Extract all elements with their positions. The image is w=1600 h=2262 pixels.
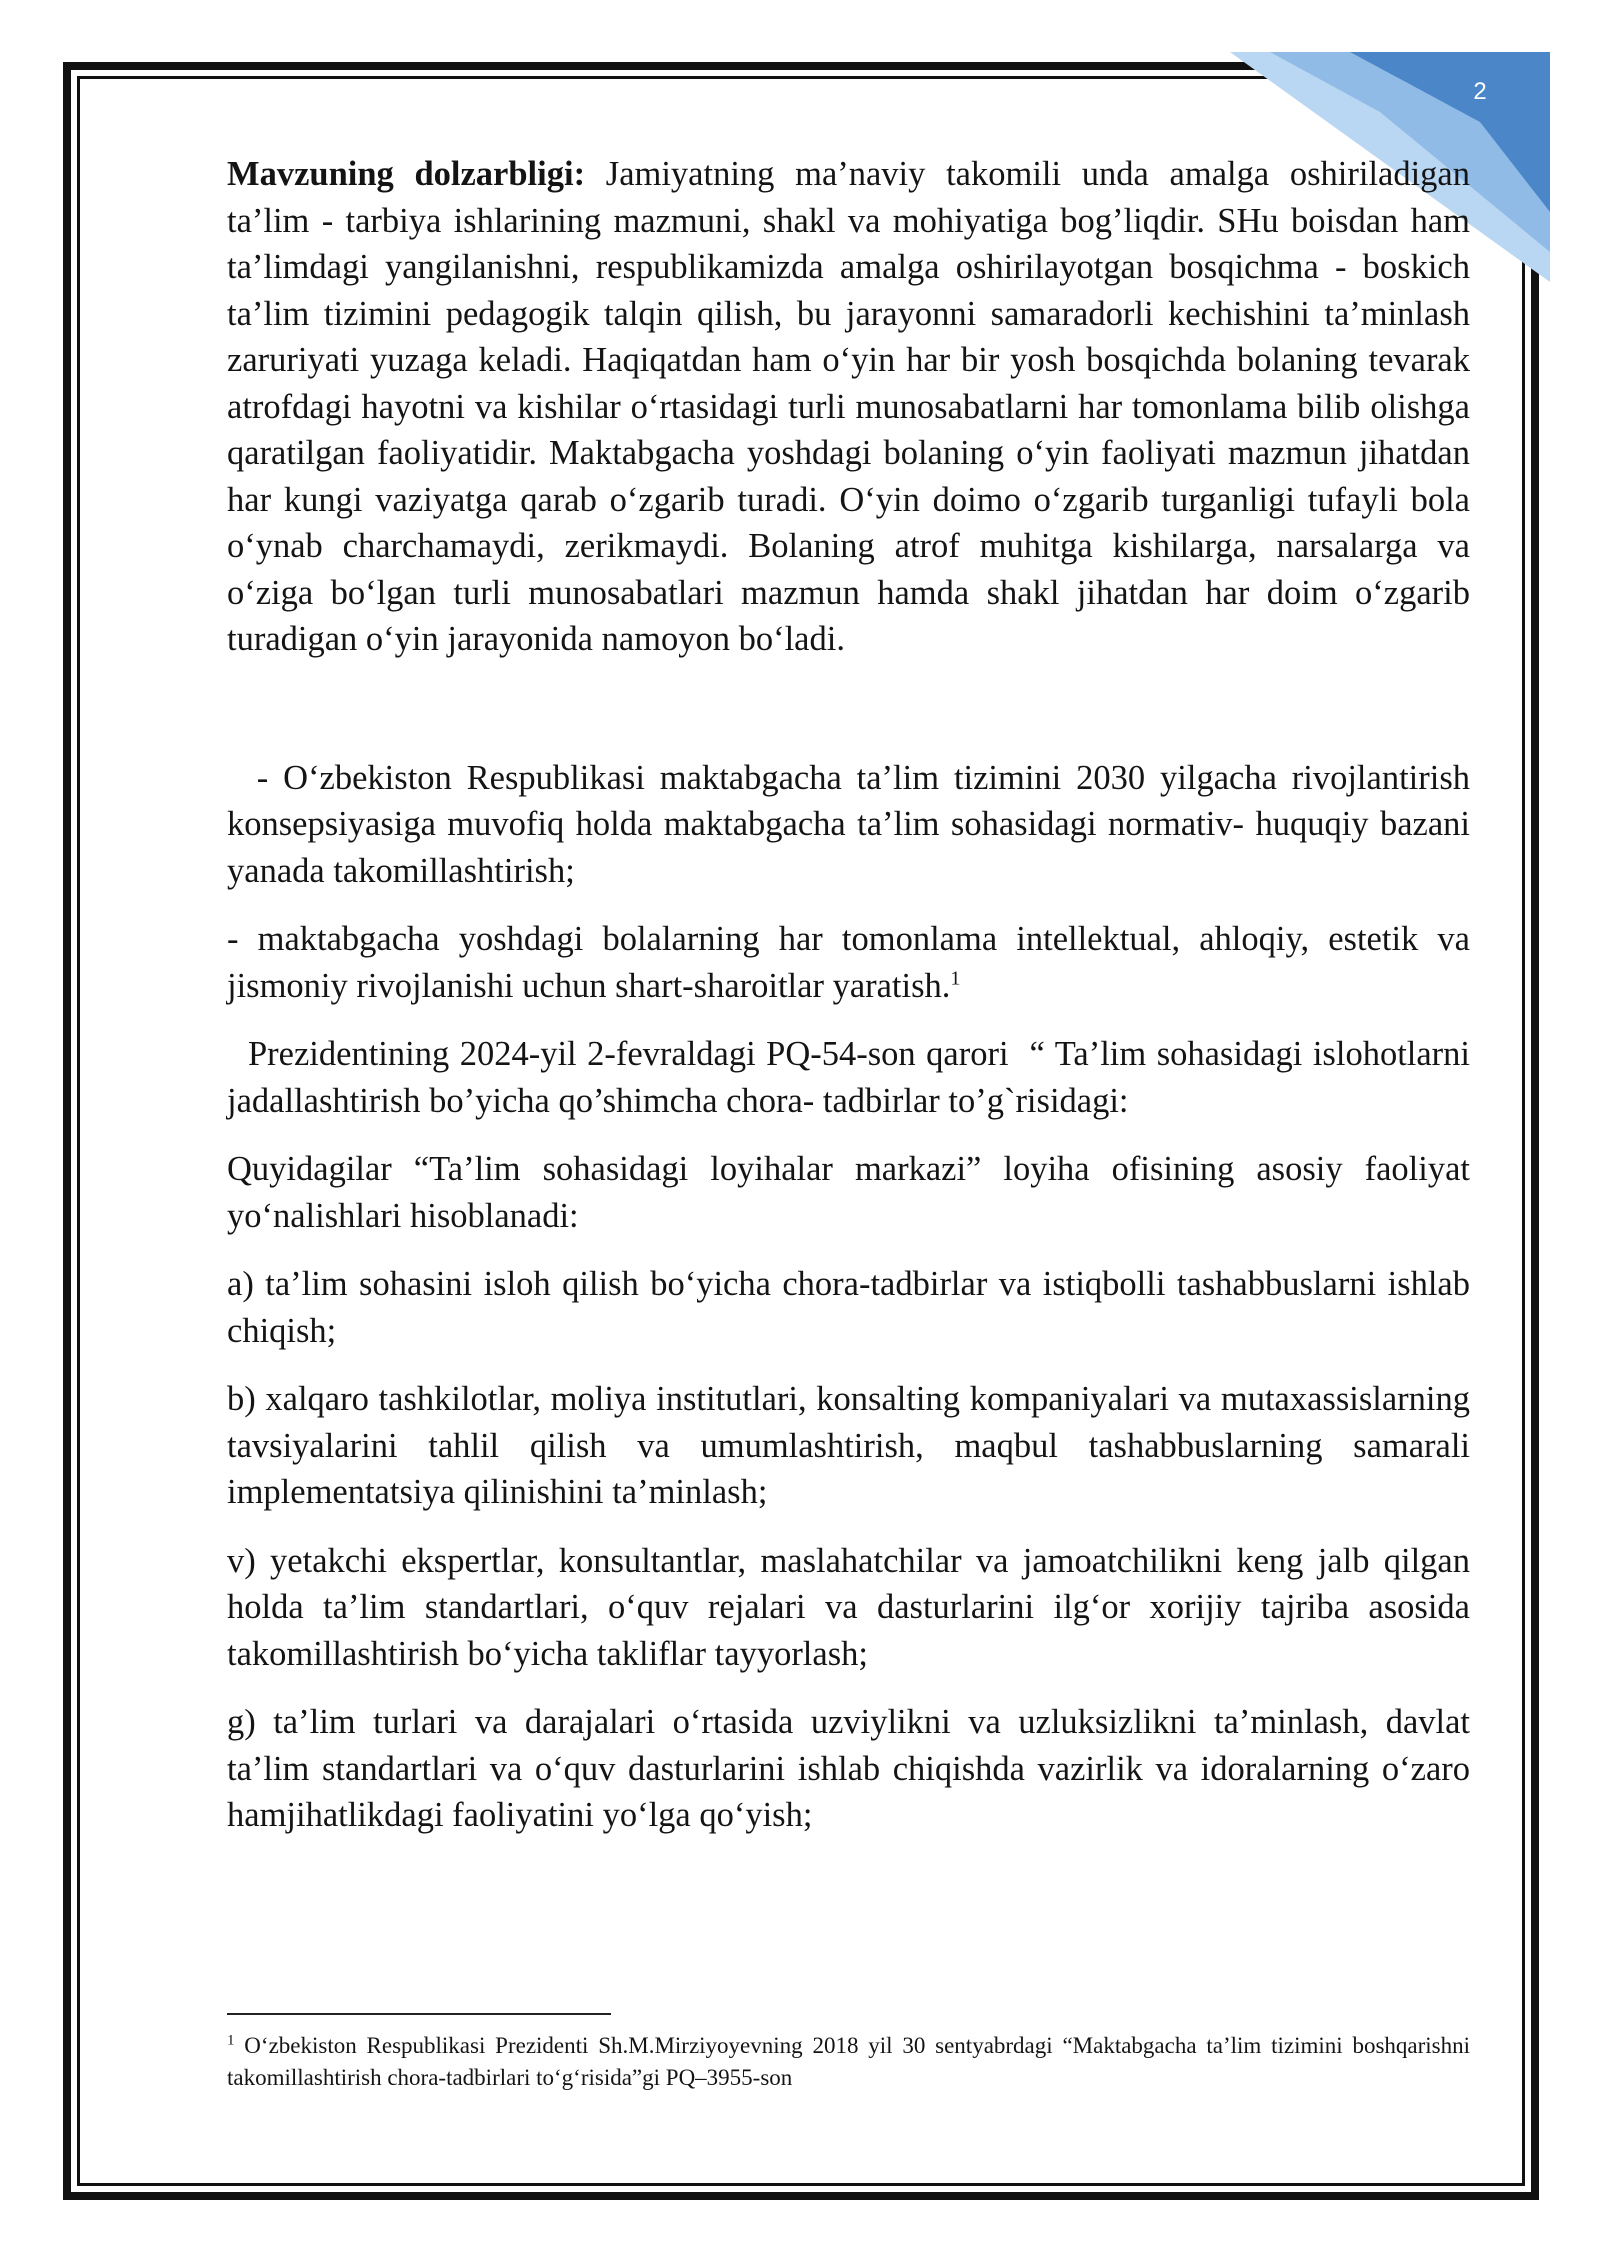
list-item-concept: - O‘zbekiston Respublikasi maktabgacha ta’lim tizimini 2030 yilgacha rivojlantirish konsepsiyasiga muvofiq holda maktabgacha ta’lim sohasidagi normativ- huquqiy bazani yanada takomillashtirish; [227, 758, 1479, 890]
document-body [227, 151, 1479, 1839]
list-item-conditions-text: - maktabgacha yoshdagi bolalarning har tomonlama intellektual, ahloqiy, estetik va jismoniy rivojlanishi uchun shart-sharoitlar yaratish. [227, 920, 1470, 1005]
decree-paragraph: Prezidentining 2024-yil 2-fevraldagi PQ-54-son qarori “ Ta’lim sohasidagi islohotlarni jadallashtirish bo’yicha qo’shimcha chora- tadbirlar to’g`risidagi: [227, 1035, 1479, 1120]
footnote-separator [227, 2013, 611, 2015]
activity-item-v: v) yetakchi ekspertlar, konsultantlar, maslahatchilar va jamoatchilikni keng jalb qilgan holda ta’lim standartlari, o‘quv rejalari va dasturlarini ilg‘or xorijiy tajriba asosida takomillashtirish bo‘yicha takliflar tayyorlash; [227, 1541, 1470, 1673]
footnote-reference[interactable]: 1 [950, 967, 961, 989]
activities-intro-paragraph: Quyidagilar “Ta’lim sohasidagi loyihalar markazi” loyiha ofisining asosiy faoliyat yo‘nalishlari hisoblanadi: [227, 1150, 1470, 1235]
footnote-number: 1 [227, 2032, 235, 2049]
intro-text: Jamiyatning ma’naviy takomili unda amalga oshiriladigan ta’lim - tarbiya ishlarining mazmuni, shakl va mohiyatiga bog’liqdir. SHu boisdan ham ta’limdagi yangilanishni, respublikamizda amalga oshirilayotgan bosqichma - boskich ta’lim tizimini pedagogik talqin qilish, bu jarayonni samaradorli kechishini ta’minlash zaruriyati yuzaga keladi. Haqiqatdan ham o‘yin har bir yosh bosqichda bolaning tevarak atrofdagi hayotni va kishilar o‘rtasidagi turli munosabatlarni har tomonlama bilib olishga qaratilgan faoliyatidir. Maktabgacha yoshdagi bolaning o‘yin faoliyati mazmun jihatdan har kungi vaziyatga qarab o‘zgarib turadi. O‘yin doimo o‘zgarib turganligi tufayli bola o‘ynab charchamaydi, zerikmaydi. Bolaning atrof muhitga kishilarga, narsalarga va o‘ziga bo‘lgan turli munosabatlari mazmun hamda shakl jihatdan har doim o‘zgarib turadigan o‘yin jarayonida namoyon bo‘ladi. [227, 155, 1470, 658]
intro-paragraph [227, 151, 1470, 663]
activity-item-g: g) ta’lim turlari va darajalari o‘rtasida uzviylikni va uzluksizlikni ta’minlash, davlat ta’lim standartlari va o‘quv dasturlarini ishlab chiqishda vazirlik va idoralarning o‘zaro hamjihatlikdagi faoliyatini yo‘lga qo‘yish; [227, 1703, 1470, 1834]
activity-item-a: a) ta’lim sohasini isloh qilish bo‘yicha chora-tadbirlar va istiqbolli tashabbuslarni ishlab chiqish; [227, 1265, 1470, 1350]
footnote-text: O‘zbekiston Respublikasi Prezidenti Sh.M.Mirziyoyevning 2018 yil 30 sentyabrdagi “Maktabgacha ta’lim tizimini boshqarishni takomillashtirish chora-tadbirlari to‘g‘risida”gi PQ–3955-son [227, 2033, 1470, 2090]
activity-item-b: b) xalqaro tashkilotlar, moliya institutlari, konsalting kompaniyalari va mutaxassislarning tavsiyalarini tahlil qilish va umumlashtirish, maqbul tashabbuslarning samarali implementatsiya qilinishini ta’minlash; [227, 1380, 1470, 1511]
list-item-conditions [227, 916, 1470, 1009]
footnote [227, 2030, 1470, 2094]
page-number: 2 [1473, 78, 1487, 105]
intro-heading: Mavzuning dolzarbligi: [227, 155, 586, 193]
